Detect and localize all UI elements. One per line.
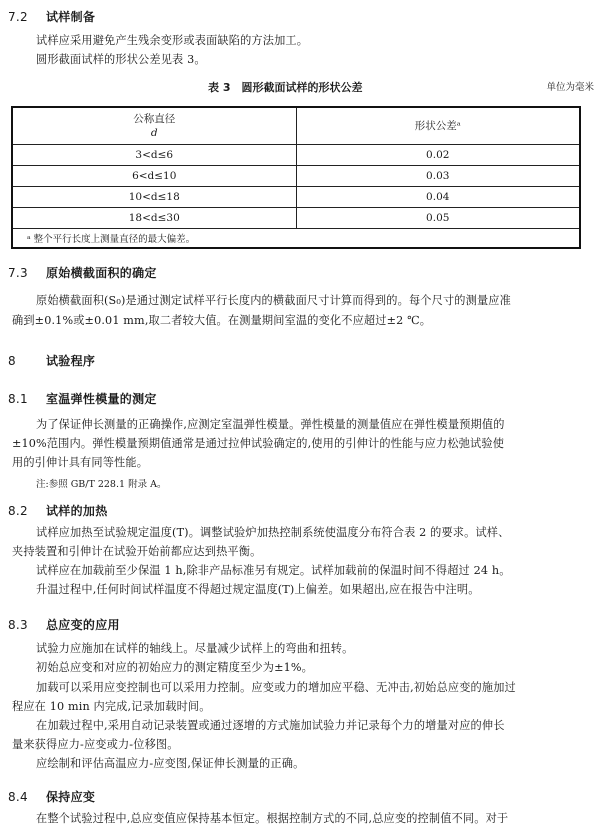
- cell-tolerance: 0.05: [296, 208, 580, 229]
- paragraph-line: 试验力应施加在试样的轴线上。尽量减少试样上的弯曲和扭转。: [36, 642, 354, 655]
- cell-range: 3<d≤6: [12, 145, 296, 166]
- cell-tolerance: 0.02: [296, 145, 580, 166]
- paragraph-line: 在整个试验过程中,总应变值应保持基本恒定。根据控制方式的不同,总应变的控制值不同。对于: [36, 812, 509, 825]
- paragraph-line: 为了保证伸长测量的正确操作,应测定室温弹性模量。弹性模量的测量值应在弹性模量预期值的: [36, 418, 505, 431]
- section-heading-8-3: 8.3 总应变的应用: [8, 618, 120, 632]
- table-unit: 单位为毫米: [546, 82, 594, 93]
- paragraph-line: 初始总应变和对应的初始应力的测定精度至少为±1%。: [36, 661, 313, 674]
- cell-range: 18<d≤30: [12, 208, 296, 229]
- paragraph-line: 原始横截面积(S₀)是通过测定试样平行长度内的横截面尺寸计算而得到的。每个尺寸的测量应准: [36, 294, 511, 307]
- section-heading-8: 8 试验程序: [8, 354, 96, 368]
- section-heading-8-1: 8.1 室温弹性模量的测定: [8, 392, 157, 406]
- col-header-tolerance: 形状公差ᵃ: [296, 107, 580, 145]
- table-row: [12, 187, 580, 208]
- cell-range: 6<d≤10: [12, 166, 296, 187]
- section-heading-8-4: 8.4 保持应变: [8, 790, 96, 804]
- col-header-diameter: 公称直径 d: [12, 107, 296, 145]
- paragraph-line: 量来获得应力-应变或力-位移图。: [12, 738, 179, 751]
- paragraph-line: 确到±0.1%或±0.01 mm,取二者较大值。在测量期间室温的变化不应超过±2 ℃。: [12, 314, 432, 327]
- paragraph-line: 试样应加热至试验规定温度(T)。调整试验炉加热控制系统使温度分布符合表 2 的要求。试样、: [36, 526, 510, 539]
- table-row: [12, 166, 580, 187]
- cell-range: 10<d≤18: [12, 187, 296, 208]
- cell-tolerance: 0.04: [296, 187, 580, 208]
- paragraph-line: 夹持装置和引伸计在试验开始前都应达到热平衡。: [12, 545, 262, 558]
- note: 注:参照 GB/T 228.1 附录 A。: [36, 479, 167, 490]
- paragraph-line: 升温过程中,任何时间试样温度不得超过规定温度(T)上偏差。如果超出,应在报告中注明。: [36, 583, 480, 596]
- shape-tolerance-table: [11, 106, 581, 249]
- paragraph-line: 在加载过程中,采用自动记录装置或通过逐增的方式施加试验力并记录每个力的增量对应的伸长: [36, 719, 505, 732]
- section-heading-8-2: 8.2 试样的加热: [8, 504, 108, 518]
- table-header-row: [12, 107, 580, 145]
- paragraph-line: 圆形截面试样的形状公差见表 3。: [36, 53, 206, 66]
- table-footnote: ᵃ 整个平行长度上测量直径的最大偏差。: [12, 229, 580, 249]
- table-caption: 表 3 圆形截面试样的形状公差: [208, 81, 363, 94]
- paragraph-line: 加载可以采用应变控制也可以采用力控制。应变或力的增加应平稳、无冲击,初始总应变的施加过: [36, 681, 516, 694]
- paragraph-line: ±10%范围内。弹性模量预期值通常是通过拉伸试验确定的,使用的引伸计的性能与应力松弛试验使: [12, 437, 505, 450]
- table-footnote-row: [12, 229, 580, 249]
- paragraph-line: 应绘制和评估高温应力-应变图,保证伸长测量的正确。: [36, 757, 305, 770]
- table-row: [12, 208, 580, 229]
- paragraph-line: 用的引伸计具有同等性能。: [12, 456, 149, 469]
- table-row: [12, 145, 580, 166]
- section-heading-7-2: 7.2 试样制备: [8, 10, 96, 24]
- paragraph-line: 试样应采用避免产生残余变形或表面缺陷的方法加工。: [36, 34, 309, 47]
- paragraph-line: 试样应在加载前至少保温 1 h,除非产品标准另有规定。试样加载前的保温时间不得超过 24 h。: [36, 564, 511, 577]
- section-heading-7-3: 7.3 原始横截面积的确定: [8, 266, 157, 280]
- cell-tolerance: 0.03: [296, 166, 580, 187]
- paragraph-line: 程应在 10 min 内完成,记录加载时间。: [12, 700, 211, 713]
